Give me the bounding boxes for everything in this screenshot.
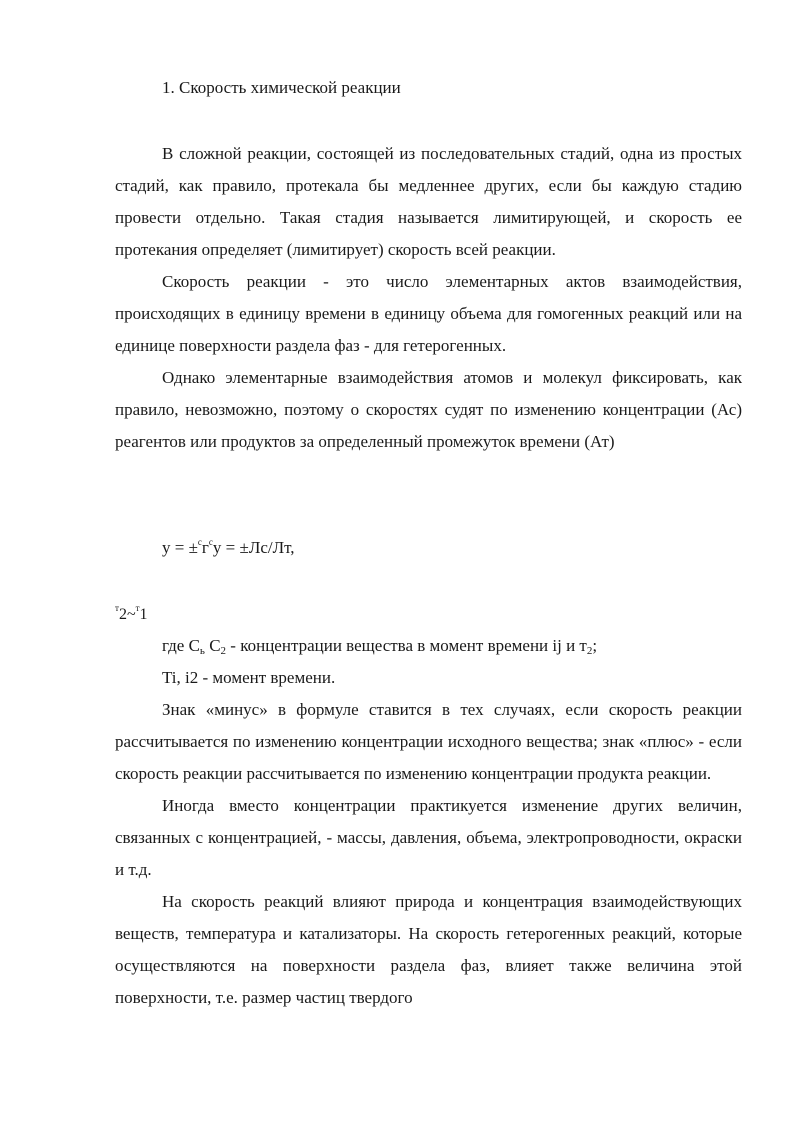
where-text-c: - концентрации вещества в момент времени ij и т xyxy=(226,636,587,655)
paragraph-other-quantities: Иногда вместо концентрации практикуется изменение других величин, связанных с концентрацией, - массы, давления, объема, электропроводности, окраски и т.д. xyxy=(115,796,742,879)
paragraph-rate-factors: На скорость реакций влияют природа и концентрация взаимодействующих веществ, температура и катализаторы. На скорость гетерогенных реакций, которые осуществляются на поверхности раздела фаз, влияет также величина этой поверхности, т.е. размер частиц твердого xyxy=(115,892,742,1007)
formula-right: у = ±Лс/Лт, xyxy=(212,538,295,557)
where-text-d: ; xyxy=(592,636,598,655)
rate-formula xyxy=(162,528,295,562)
formula-aux-sup-a: т xyxy=(115,603,119,613)
formula-sup-1: с xyxy=(197,537,202,547)
formula-aux-sup-b: т xyxy=(135,603,140,613)
intro-text-block xyxy=(115,138,742,458)
where-line-times: Ti, i2 - момент времени. xyxy=(162,668,336,687)
formula-left: у = ± xyxy=(162,538,198,557)
where-line-concentrations xyxy=(162,632,597,665)
formula-sup-2: с xyxy=(208,537,213,547)
paragraph-rate-definition: Скорость реакции - это число элементарных актов взаимодействия, происходящих в единицу времени в единицу объема для гомогенных реакций или на единице поверхности раздела фаз - для гетерогенных. xyxy=(115,272,742,355)
paragraph-concentration-change: Однако элементарные взаимодействия атомов и молекул фиксировать, как правило, невозможно, поэтому о скоростях судят по изменению концентрации (Ас) реагентов или продуктов за определенный промежуток времени (Ат) xyxy=(115,368,742,451)
formula-denominator-fragment xyxy=(115,594,148,629)
formula-aux-end: 1 xyxy=(139,606,148,623)
formula-mid: г xyxy=(201,538,209,557)
where-text-a: где С xyxy=(162,636,200,655)
paragraph-limiting-stage: В сложной реакции, состоящей из последовательных стадий, одна из простых стадий, как правило, протекала бы медленнее других, если бы каждую стадию провести отдельно. Такая стадия называется лимитирующей, и скорость ее протекания определяет (лимитирует) скорость всей реакции. xyxy=(115,144,742,259)
formula-aux-mid: 2~ xyxy=(118,606,136,623)
where-sub-3: 2 xyxy=(586,645,593,657)
section-heading: 1. Скорость химической реакции xyxy=(162,78,401,97)
where-sub-2: 2 xyxy=(220,645,227,657)
where-sub-1: ь xyxy=(199,645,205,657)
where-text-b: С xyxy=(204,636,221,655)
paragraph-sign-rule: Знак «минус» в формуле ставится в тех случаях, если скорость реакции рассчитывается по изменению концентрации исходного вещества; знак «плюс» - если скорость реакции рассчитывается по изменению концентрации продукта реакции. xyxy=(115,700,742,783)
main-text-block xyxy=(115,694,742,1014)
